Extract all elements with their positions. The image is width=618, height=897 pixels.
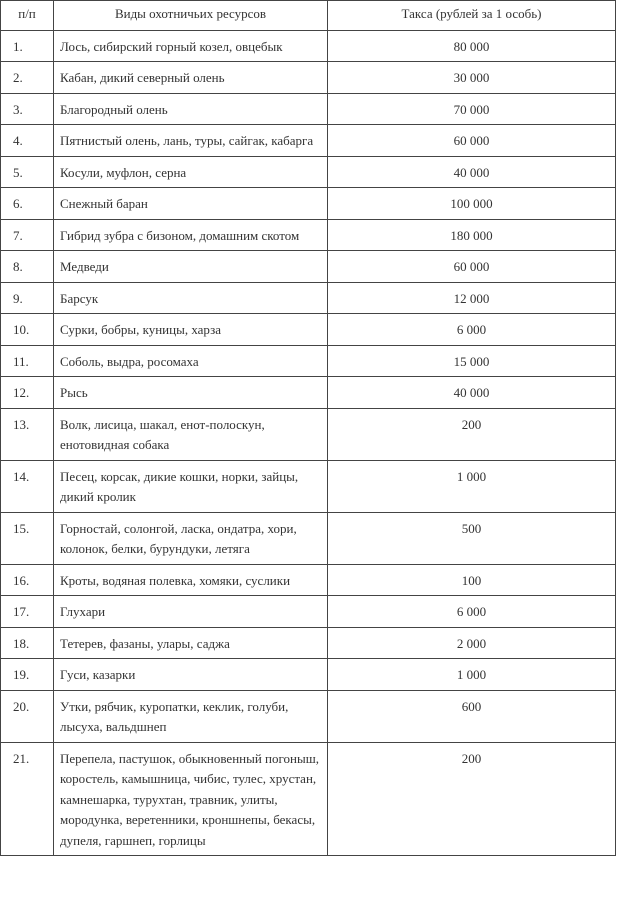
row-resource-name: Благородный олень — [54, 93, 328, 125]
row-resource-name: Песец, корсак, дикие кошки, норки, зайцы, дикий кролик — [54, 460, 328, 512]
table-header-row — [1, 1, 616, 31]
row-resource-name: Волк, лисица, шакал, енот-полоскун, енотовидная собака — [54, 408, 328, 460]
table-row — [1, 314, 616, 346]
row-fee: 80 000 — [328, 30, 616, 62]
row-resource-name: Сурки, бобры, куницы, харза — [54, 314, 328, 346]
table-row — [1, 512, 616, 564]
row-fee: 600 — [328, 690, 616, 742]
row-resource-name: Утки, рябчик, куропатки, кеклик, голуби, лысуха, вальдшнеп — [54, 690, 328, 742]
row-number: 7. — [1, 219, 54, 251]
row-number: 1. — [1, 30, 54, 62]
row-resource-name: Барсук — [54, 282, 328, 314]
row-fee: 6 000 — [328, 596, 616, 628]
table-row — [1, 251, 616, 283]
header-fee: Такса (рублей за 1 особь) — [328, 1, 616, 31]
row-resource-name: Тетерев, фазаны, улары, саджа — [54, 627, 328, 659]
row-fee: 200 — [328, 742, 616, 856]
row-resource-name: Соболь, выдра, росомаха — [54, 345, 328, 377]
row-number: 10. — [1, 314, 54, 346]
row-number: 21. — [1, 742, 54, 856]
table-row — [1, 219, 616, 251]
row-resource-name: Гибрид зубра с бизоном, домашним скотом — [54, 219, 328, 251]
table-row — [1, 659, 616, 691]
row-fee: 100 — [328, 564, 616, 596]
table-row — [1, 282, 616, 314]
row-fee: 180 000 — [328, 219, 616, 251]
row-fee: 500 — [328, 512, 616, 564]
row-resource-name: Рысь — [54, 377, 328, 409]
row-fee: 200 — [328, 408, 616, 460]
row-fee: 2 000 — [328, 627, 616, 659]
row-fee: 100 000 — [328, 188, 616, 220]
row-fee: 40 000 — [328, 156, 616, 188]
table-row — [1, 742, 616, 856]
table-row — [1, 93, 616, 125]
row-fee: 40 000 — [328, 377, 616, 409]
row-number: 13. — [1, 408, 54, 460]
row-number: 11. — [1, 345, 54, 377]
table-row — [1, 596, 616, 628]
table-row — [1, 377, 616, 409]
row-resource-name: Перепела, пастушок, обыкновенный погоныш, коростель, камышница, чибис, тулес, хрустан, камнешарка, турухтан, травник, улиты, мородунка, веретенники, кроншнепы, бекасы, дупеля, гаршнеп, горлицы — [54, 742, 328, 856]
row-fee: 60 000 — [328, 125, 616, 157]
row-resource-name: Снежный баран — [54, 188, 328, 220]
table-row — [1, 460, 616, 512]
row-number: 20. — [1, 690, 54, 742]
table-row — [1, 408, 616, 460]
row-number: 3. — [1, 93, 54, 125]
row-number: 18. — [1, 627, 54, 659]
table-row — [1, 188, 616, 220]
row-fee: 1 000 — [328, 460, 616, 512]
row-number: 6. — [1, 188, 54, 220]
row-number: 8. — [1, 251, 54, 283]
table-row — [1, 690, 616, 742]
row-fee: 12 000 — [328, 282, 616, 314]
row-resource-name: Медведи — [54, 251, 328, 283]
row-number: 19. — [1, 659, 54, 691]
row-resource-name: Лось, сибирский горный козел, овцебык — [54, 30, 328, 62]
row-resource-name: Кроты, водяная полевка, хомяки, суслики — [54, 564, 328, 596]
row-resource-name: Косули, муфлон, серна — [54, 156, 328, 188]
row-resource-name: Горностай, солонгой, ласка, ондатра, хори, колонок, белки, бурундуки, летяга — [54, 512, 328, 564]
row-resource-name: Гуси, казарки — [54, 659, 328, 691]
row-number: 17. — [1, 596, 54, 628]
row-fee: 15 000 — [328, 345, 616, 377]
row-number: 15. — [1, 512, 54, 564]
table-row — [1, 30, 616, 62]
row-fee: 1 000 — [328, 659, 616, 691]
row-number: 9. — [1, 282, 54, 314]
row-fee: 70 000 — [328, 93, 616, 125]
row-fee: 6 000 — [328, 314, 616, 346]
row-number: 5. — [1, 156, 54, 188]
header-number: п/п — [1, 1, 54, 31]
table-row — [1, 156, 616, 188]
row-resource-name: Кабан, дикий северный олень — [54, 62, 328, 94]
row-fee: 30 000 — [328, 62, 616, 94]
row-resource-name: Глухари — [54, 596, 328, 628]
row-number: 2. — [1, 62, 54, 94]
row-fee: 60 000 — [328, 251, 616, 283]
row-number: 16. — [1, 564, 54, 596]
row-number: 14. — [1, 460, 54, 512]
header-resource-types: Виды охотничьих ресурсов — [54, 1, 328, 31]
row-number: 12. — [1, 377, 54, 409]
table-row — [1, 62, 616, 94]
table-row — [1, 125, 616, 157]
table-row — [1, 564, 616, 596]
row-resource-name: Пятнистый олень, лань, туры, сайгак, кабарга — [54, 125, 328, 157]
row-number: 4. — [1, 125, 54, 157]
table-row — [1, 345, 616, 377]
table-row — [1, 627, 616, 659]
